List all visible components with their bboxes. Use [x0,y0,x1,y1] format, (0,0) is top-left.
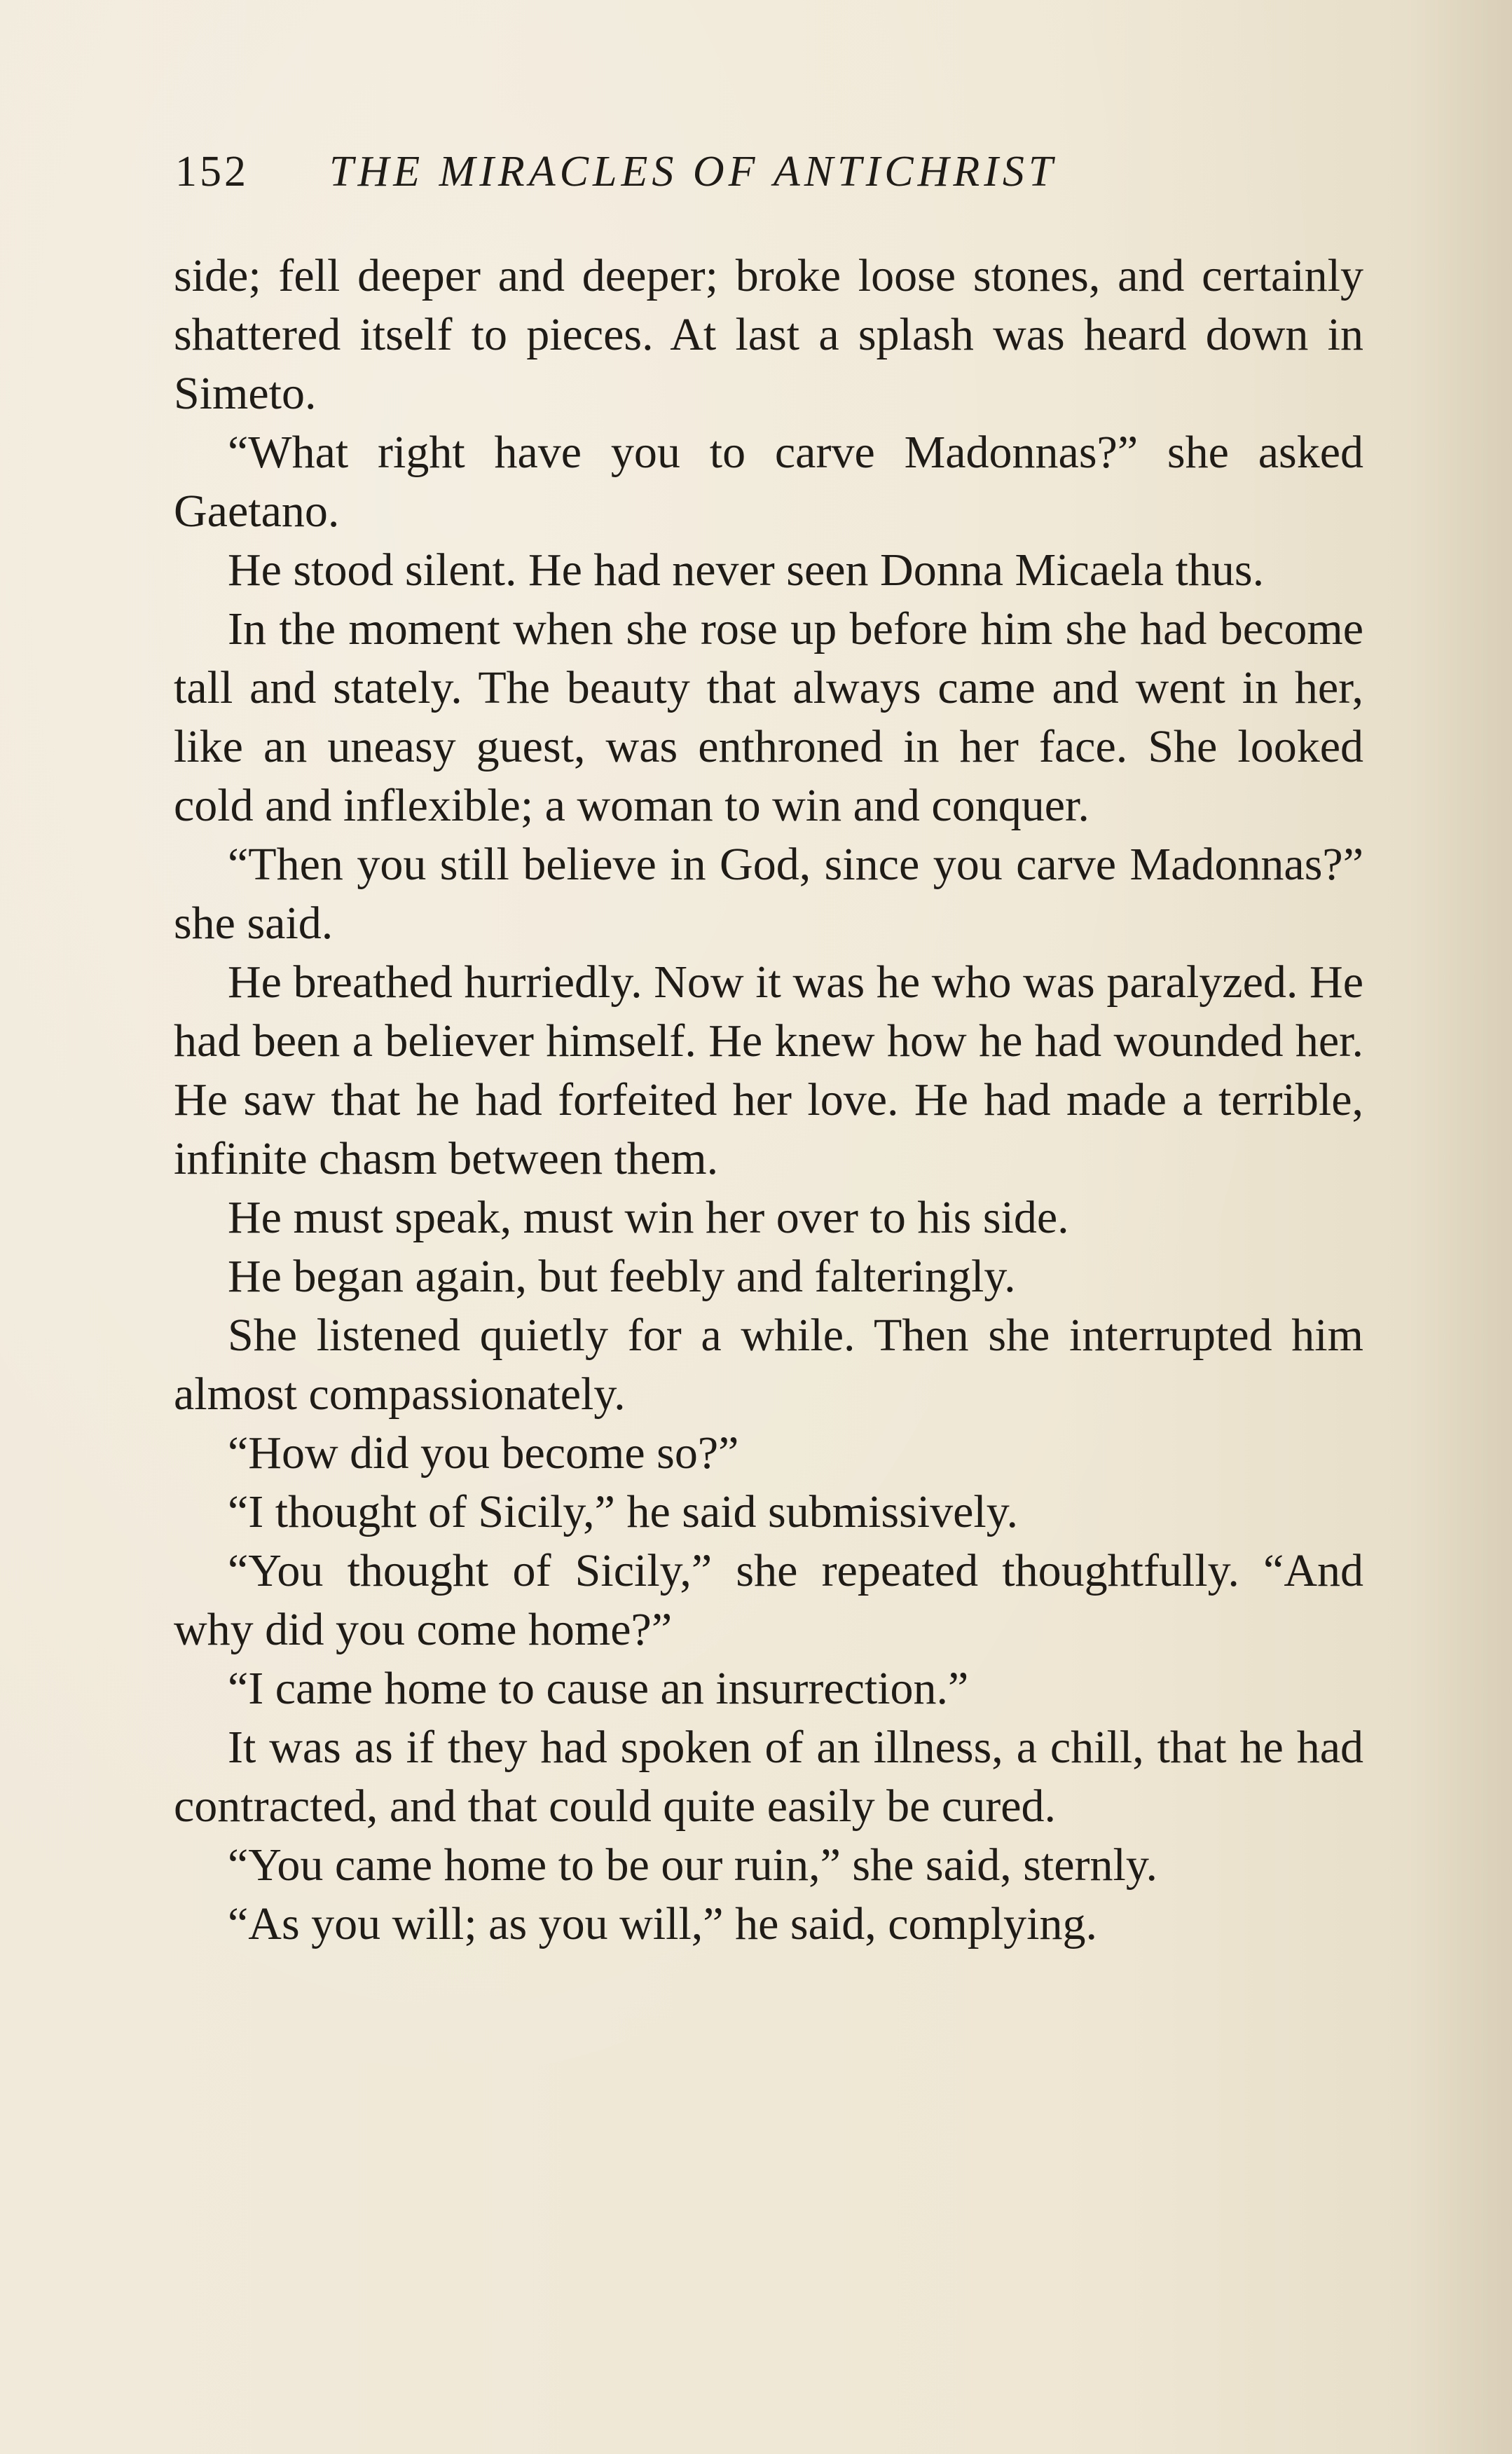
paragraph: He breathed hurriedly. Now it was he who was paralyzed. He had been a believer himself. He knew how he had wounded her. He saw that he had forfeited her love. He had made a terrible, infinite chasm between them. [174,957,1363,1184]
body-text [174,247,1363,1954]
paragraph: side; fell deeper and deeper; broke loose stones, and certainly shattered itself to pieces. At last a splash was heard down in Simeto. [174,250,1363,419]
page-number: 152 [175,148,249,196]
paragraph: He must speak, must win her over to his side. [228,1192,1069,1243]
running-head [175,147,1226,210]
paragraph: He began again, but feebly and falteringly. [228,1251,1016,1302]
paragraph: “How did you become so?” [228,1427,739,1479]
paragraph: He stood silent. He had never seen Donna Micaela thus. [228,544,1265,596]
paragraph: “I came home to cause an insurrection.” [228,1663,969,1714]
paragraph: In the moment when she rose up before him she had become tall and stately. The beauty that always came and went in her, like an uneasy guest, was enthroned in her face. She looked cold and inflexible; a woman to win and conquer. [174,603,1363,831]
paragraph: “What right have you to carve Madonnas?” she asked Gaetano. [174,427,1363,537]
paragraph: “Then you still believe in God, since you carve Madonnas?” she said. [174,839,1363,949]
paragraph: It was as if they had spoken of an illness, a chill, that he had contracted, and that could quite easily be cured. [174,1722,1363,1832]
paragraph: She listened quietly for a while. Then she interrupted him almost compassionately. [174,1310,1363,1420]
running-title: THE MIRACLES OF ANTICHRIST [329,148,1057,196]
paragraph: “You thought of Sicily,” she repeated thoughtfully. “And why did you come home?” [174,1545,1363,1655]
paragraph: “As you will; as you will,” he said, complying. [228,1898,1098,1949]
paragraph: “You came home to be our ruin,” she said, sternly. [228,1839,1158,1891]
paragraph: “I thought of Sicily,” he said submissively. [228,1486,1018,1537]
